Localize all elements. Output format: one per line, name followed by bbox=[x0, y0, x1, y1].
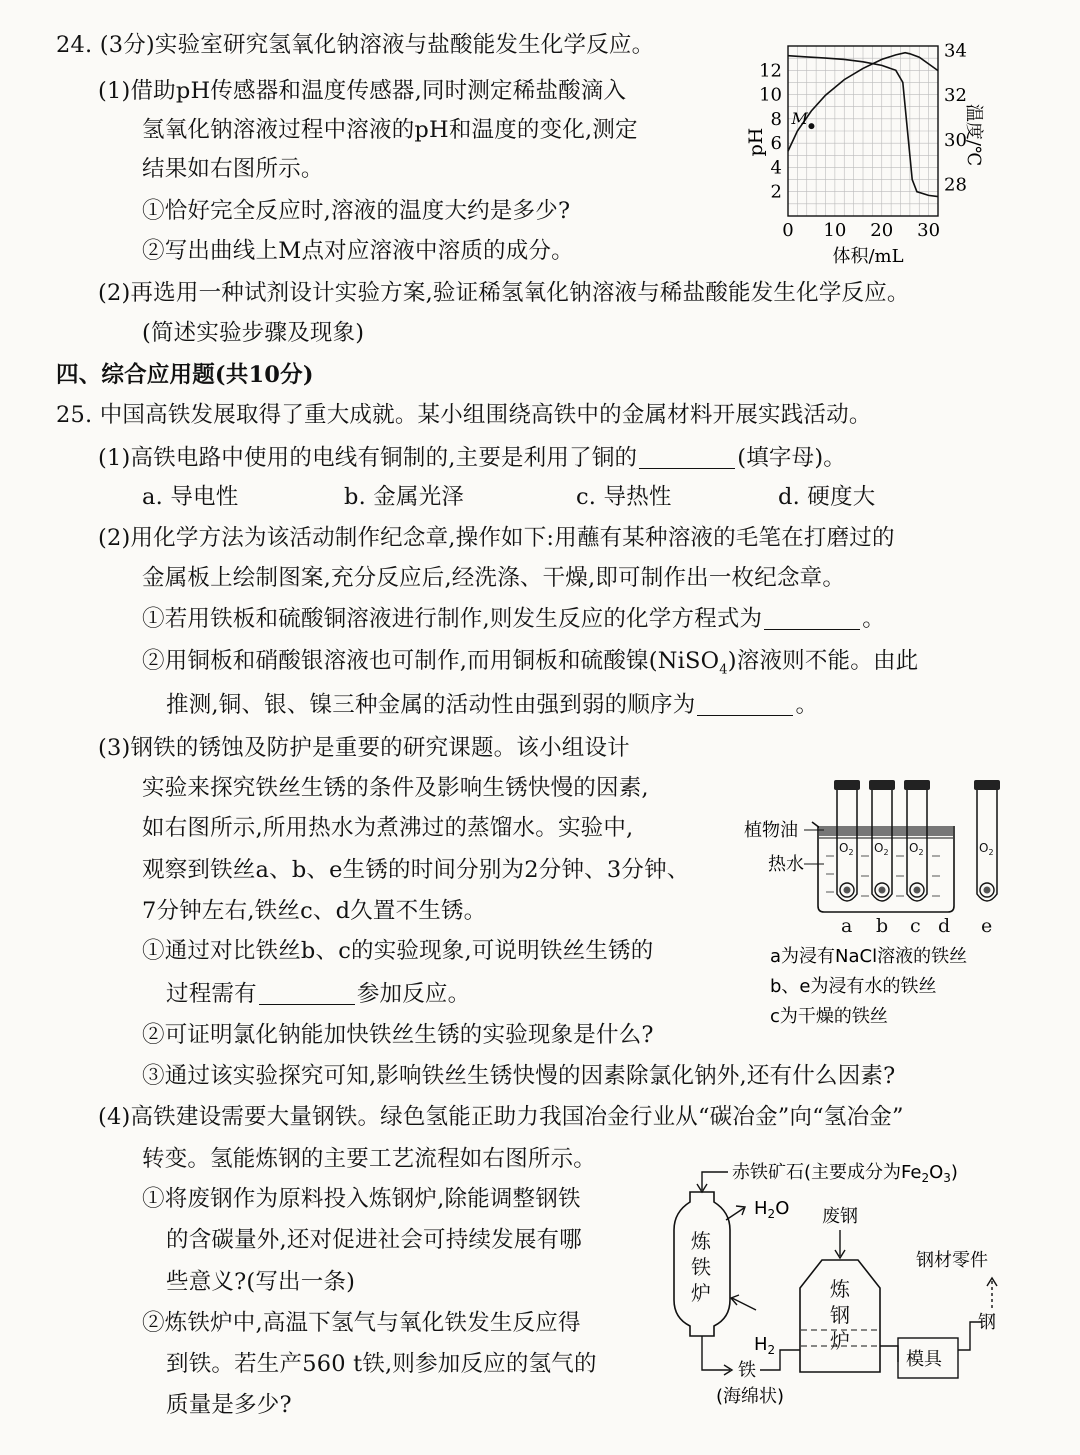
q25-option-d: d. 硬度大 bbox=[778, 484, 876, 510]
water-label: 热水 bbox=[768, 854, 804, 875]
q25-p1-pre: (1)高铁电路中使用的电线有铜制的,主要是利用了铜的 bbox=[98, 445, 638, 471]
beaker-lip bbox=[812, 822, 820, 828]
o2-label-c: $O_2$ bbox=[909, 841, 924, 857]
q25-p2-sub1-pre: ①若用铁板和硫酸铜溶液进行制作,则发生反应的化学方程式为 bbox=[142, 606, 763, 632]
x-tick-label: 20 bbox=[870, 220, 894, 241]
tube-label-e: e bbox=[981, 915, 993, 937]
y-left-tick-label: 8 bbox=[770, 108, 782, 130]
y-left-tick-label: 4 bbox=[770, 157, 782, 179]
q25-p2-sub2 bbox=[142, 646, 918, 686]
y-right-axis-label: 温度/℃ bbox=[963, 103, 984, 167]
q25-p3-line3: 如右图所示,所用热水为煮沸过的蒸馏水。实验中, bbox=[142, 815, 634, 841]
rust-legend-3: c为干燥的铁丝 bbox=[770, 1006, 888, 1027]
q25-p2-line2: 金属板上绘制图案,充分反应后,经洗涤、干燥,即可制作出一枚纪念章。 bbox=[142, 565, 846, 591]
m-point-marker bbox=[808, 123, 814, 129]
iron-furnace-char-1: 炼 bbox=[691, 1229, 711, 1253]
y-right-tick-label: 28 bbox=[944, 174, 967, 196]
y-right-tick-label: 34 bbox=[944, 40, 967, 62]
answer-blank-4[interactable] bbox=[259, 982, 355, 1005]
iron-label: 铁 bbox=[738, 1360, 756, 1381]
h2o-label: $H_2O$ bbox=[754, 1198, 790, 1221]
q25-p2-sub2-a: ②用铜板和硝酸银溶液也可制作,而用铜板和硫酸镍(NiSO bbox=[142, 648, 720, 674]
q25-p2-sub1-post: 。 bbox=[862, 606, 885, 632]
q25-p4-sub1-line3: 些意义?(写出一条) bbox=[166, 1269, 356, 1295]
q25-p3-line4: 观察到铁丝a、b、e生锈的时间分别为2分钟、3分钟、 bbox=[142, 857, 690, 883]
q25-option-b: b. 金属光泽 bbox=[344, 484, 465, 510]
chart-grid bbox=[788, 46, 938, 216]
rust-experiment-figure bbox=[740, 766, 1040, 1036]
iron-furnace-char-2: 铁 bbox=[691, 1255, 711, 1279]
q24-p2-line2: (简述实验步骤及现象) bbox=[142, 320, 365, 346]
o2-label-b: $O_2$ bbox=[874, 841, 889, 857]
x-axis-label: 体积/mL bbox=[832, 246, 904, 267]
q25-p3-line2: 实验来探究铁丝生锈的条件及影响生锈快慢的因素, bbox=[142, 775, 649, 801]
q25-p3-sub1-line1: ①通过对比铁丝b、c的实验现象,可说明铁丝生锈的 bbox=[142, 938, 654, 964]
steel-furnace-char-3: 炉 bbox=[830, 1329, 850, 1353]
y-left-tick-label: 12 bbox=[759, 60, 782, 82]
oil-layer bbox=[819, 826, 953, 836]
q25-p2-sub2-subscript: 4 bbox=[719, 662, 728, 678]
q25-p4-sub2-line3: 质量是多少? bbox=[166, 1392, 292, 1418]
tube-label-c: c bbox=[910, 915, 921, 937]
q25-p2-sub2-l2-pre: 推测,铜、银、镍三种金属的活动性由强到弱的顺序为 bbox=[166, 692, 696, 718]
x-tick-label: 30 bbox=[917, 220, 941, 241]
steel-label: 钢 bbox=[978, 1312, 996, 1333]
tube-label-d: d bbox=[938, 915, 951, 937]
y-left-axis-label: pH bbox=[745, 127, 767, 157]
q25-p3-sub1-l2-pre: 过程需有 bbox=[166, 981, 257, 1007]
parts-label: 钢材零件 bbox=[916, 1250, 988, 1271]
h2o-arrow bbox=[726, 1208, 744, 1220]
q24-p1-sub2: ②写出曲线上M点对应溶液中溶质的成分。 bbox=[142, 238, 574, 264]
q25-p1 bbox=[98, 443, 846, 473]
section4-title: 四、综合应用题(共10分) bbox=[56, 362, 314, 388]
iron-arrow bbox=[702, 1336, 730, 1370]
ore-arrow bbox=[702, 1172, 728, 1190]
q25-intro: 25. 中国高铁发展取得了重大成就。某小组围绕高铁中的金属材料开展实践活动。 bbox=[56, 402, 872, 428]
o2-label-a: $O_2$ bbox=[839, 841, 854, 857]
furnace-to-mold-arrow bbox=[880, 1346, 898, 1362]
q24-p2-line1: (2)再选用一种试剂设计实验方案,验证稀氢氧化钠溶液与稀盐酸能发生化学反应。 bbox=[98, 280, 910, 306]
q24-title: 24. (3分)实验室研究氢氧化钠溶液与盐酸能发生化学反应。 bbox=[56, 32, 655, 58]
answer-blank-2[interactable] bbox=[764, 607, 860, 630]
ore-label: 赤铁矿石(主要成分为$Fe_2O_3$) bbox=[732, 1162, 958, 1185]
x-tick-label: 0 bbox=[782, 220, 794, 241]
y-left-tick-label: 10 bbox=[759, 84, 782, 106]
oil-label: 植物油 bbox=[744, 820, 798, 841]
tube-label-a: a bbox=[841, 915, 853, 937]
x-tick-label: 10 bbox=[823, 220, 847, 241]
q25-p2-line1: (2)用化学方法为该活动制作纪念章,操作如下:用蘸有某种溶液的毛笔在打磨过的 bbox=[98, 525, 895, 551]
q25-option-c: c. 导热性 bbox=[576, 484, 672, 510]
q25-p3-sub2: ②可证明氯化钠能加快铁丝生锈的实验现象是什么? bbox=[142, 1022, 654, 1048]
answer-blank-1[interactable] bbox=[639, 446, 735, 469]
rust-legend-2: b、e为浸有水的铁丝 bbox=[770, 976, 937, 997]
q25-p4-sub1-line2: 的含碳量外,还对促进社会可持续发展有哪 bbox=[166, 1227, 582, 1253]
tube-label-b: b bbox=[876, 915, 889, 937]
q24-p1-line1: (1)借助pH传感器和温度传感器,同时测定稀盐酸滴入 bbox=[98, 78, 627, 104]
y-left-tick-label: 2 bbox=[770, 181, 782, 203]
q25-p3-line1: (3)钢铁的锈蚀及防护是重要的研究课题。该小组设计 bbox=[98, 735, 630, 761]
answer-blank-3[interactable] bbox=[697, 693, 793, 716]
steelmaking-flow-figure bbox=[660, 1150, 1020, 1450]
q25-p3-line5: 7分钟左右,铁丝c、d久置不生锈。 bbox=[142, 898, 487, 924]
h2-label: $H_2$ bbox=[754, 1334, 776, 1357]
m-point-label: M bbox=[791, 109, 808, 129]
q25-p2-sub2-line2 bbox=[166, 690, 818, 720]
sponge-label: (海绵状) bbox=[716, 1386, 785, 1407]
steel-furnace-char-1: 炼 bbox=[830, 1277, 850, 1301]
q25-p3-sub1-l2-post: 参加反应。 bbox=[356, 981, 471, 1007]
o2-label-e: $O_2$ bbox=[979, 841, 994, 857]
q25-p2-sub1 bbox=[142, 604, 885, 634]
q25-p4-sub2-line1: ②炼铁炉中,高温下氢气与氧化铁发生反应得 bbox=[142, 1310, 581, 1336]
q25-p4-sub2-line2: 到铁。若生产560 t铁,则参加反应的氢气的 bbox=[166, 1351, 597, 1377]
q25-p3-sub3: ③通过该实验探究可知,影响铁丝生锈快慢的因素除氯化钠外,还有什么因素? bbox=[142, 1063, 896, 1089]
q25-p2-sub2-l2-post: 。 bbox=[795, 692, 819, 718]
y-right-tick-label: 32 bbox=[944, 85, 967, 107]
q24-p1-line2: 氢氧化钠溶液过程中溶液的pH和温度的变化,测定 bbox=[142, 117, 638, 143]
mold-label: 模具 bbox=[906, 1349, 942, 1370]
q25-p4-sub1-line1: ①将废钢作为原料投入炼钢炉,除能调整钢铁 bbox=[142, 1186, 581, 1212]
q25-p1-post: (填字母)。 bbox=[737, 445, 846, 471]
q25-p4-line1: (4)高铁建设需要大量钢铁。绿色氢能正助力我国冶金行业从“碳冶金”向“氢冶金” bbox=[98, 1104, 904, 1130]
iron-furnace-char-3: 炉 bbox=[691, 1281, 711, 1305]
rust-legend-1: a为浸有NaCl溶液的铁丝 bbox=[770, 946, 968, 967]
q25-p2-sub2-b: )溶液则不能。由此 bbox=[727, 648, 919, 674]
scrap-label: 废钢 bbox=[822, 1206, 858, 1227]
q24-p1-line3: 结果如右图所示。 bbox=[142, 156, 324, 182]
q25-p3-sub1-line2 bbox=[166, 979, 470, 1009]
steel-furnace-char-2: 钢 bbox=[830, 1303, 850, 1327]
ph-temperature-chart bbox=[740, 30, 984, 270]
y-right-tick-label: 30 bbox=[944, 129, 967, 151]
y-left-tick-label: 6 bbox=[770, 133, 782, 155]
q25-p4-line2: 转变。氢能炼钢的主要工艺流程如右图所示。 bbox=[142, 1146, 597, 1172]
q24-p1-sub1: ①恰好完全反应时,溶液的温度大约是多少? bbox=[142, 198, 571, 224]
q25-option-a: a. 导电性 bbox=[142, 484, 239, 510]
